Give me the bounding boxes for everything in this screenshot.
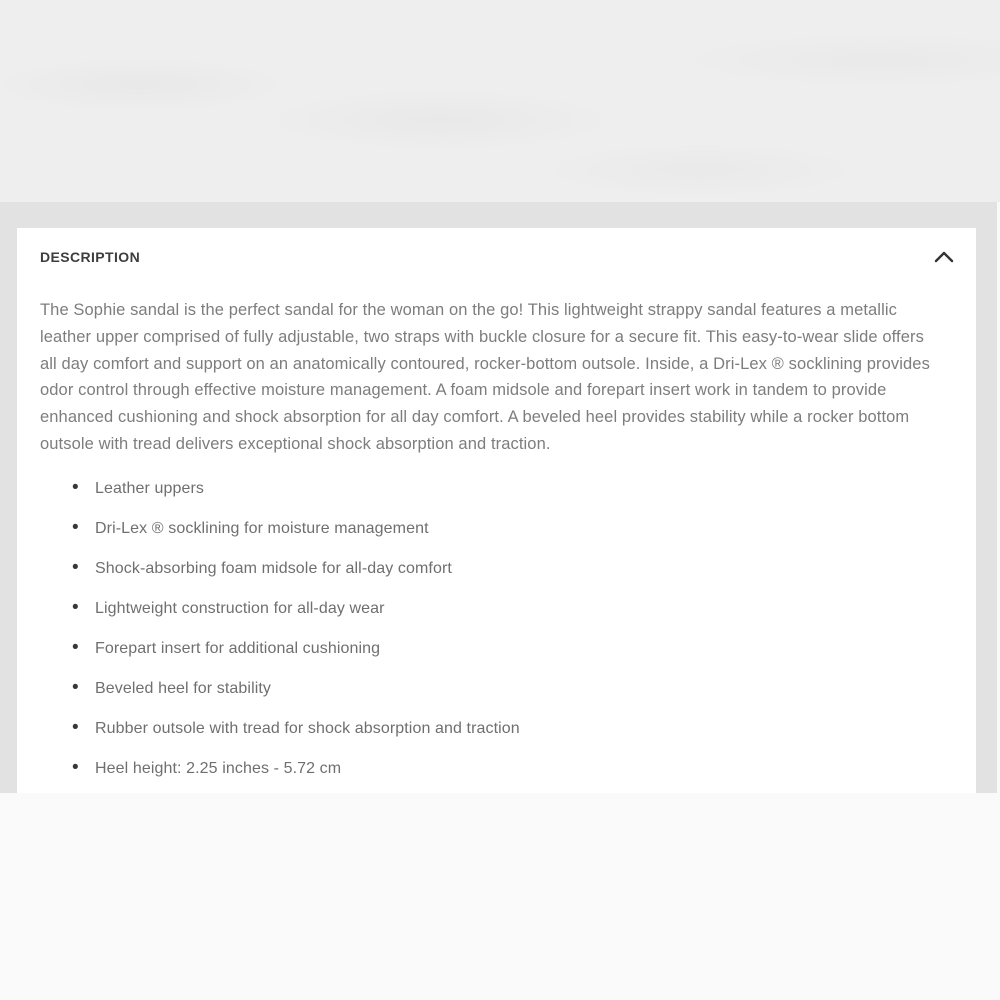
feature-list-item: • Beveled heel for stability	[40, 677, 956, 700]
feature-list-item: • Forepart insert for additional cushioning	[40, 637, 956, 660]
chevron-up-icon[interactable]	[932, 248, 956, 266]
blurred-top-page-area	[0, 0, 1000, 202]
feature-list-item: • Rubber outsole with tread for shock absorption and traction	[40, 717, 956, 740]
description-title: DESCRIPTION	[40, 249, 141, 265]
feature-list-item: • Heel height: 2.25 inches - 5.72 cm	[40, 757, 956, 780]
description-paragraph: The Sophie sandal is the perfect sandal for the woman on the go! This lightweight strappy sandal features a metallic leather upper comprised of fully adjustable, two straps with buckle closure for a secure fit. This easy-to-wear slide offers all day comfort and support on an anatomically contoured, rocker-bottom outsole. Inside, a Dri-Lex ® socklining provides odor control through effective moisture management. A foam midsole and forepart insert work in tandem to provide enhanced cushioning and shock absorption for all day comfort. A beveled heel provides stability while a rocker bottom outsole with tread delivers exceptional shock absorption and traction.	[40, 301, 930, 453]
description-accordion-header[interactable]	[40, 248, 956, 266]
feature-list-item: • Leather uppers	[40, 477, 956, 500]
feature-list-item: • Lightweight construction for all-day wear	[40, 597, 956, 620]
page-backdrop	[0, 202, 997, 793]
description-panel	[17, 228, 976, 793]
feature-list-item: • Shock-absorbing foam midsole for all-day comfort	[40, 557, 956, 580]
feature-list-item: • Dri-Lex ® socklining for moisture management	[40, 517, 956, 540]
feature-list	[40, 477, 956, 780]
